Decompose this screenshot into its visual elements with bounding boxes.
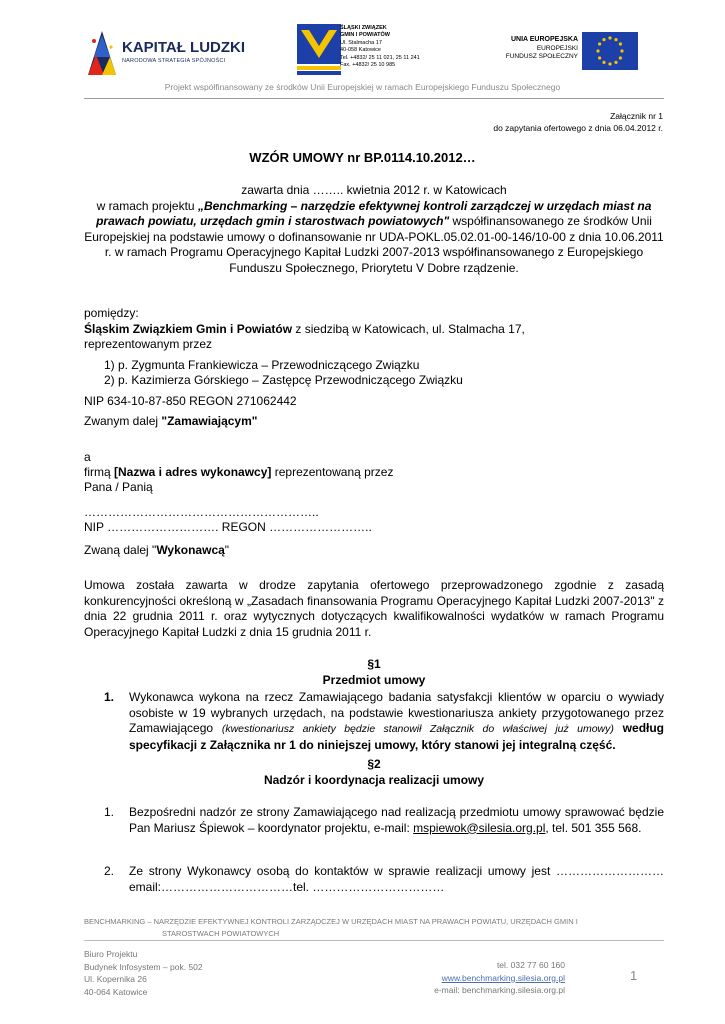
section2-item1 [104, 805, 664, 836]
footer-project-line1: BENCHMARKING – NARZĘDZIE EFEKTYWNEJ KONTROLI ZARZĄDCZEJ W URZĘDACH MIAST NA PRAWACH POWIATU, URZĘDACH GMIN I [84, 917, 578, 926]
logo2-fax: Fax. +4832/ 25 10 985 [340, 62, 396, 69]
section1-item1-text: Wykonawca wykona na rzecz Zamawiającego badania satysfakcji klientów w oparciu o wywiady osobiste w 19 wybranych urzędach, na podstawie kwestionariusza ankiety przygotowanego przez Zamawiającego [129, 690, 664, 736]
party2-nip-regon: NIP ………………………. REGON …………………….. [84, 520, 372, 534]
section1-item1 [104, 690, 664, 753]
firm-pre: firmą [84, 465, 114, 479]
section2-item2-number: 2. [104, 864, 115, 878]
party1-nip-regon: NIP 634-10-87-850 REGON 271062442 [84, 394, 297, 408]
eu-flag-icon [582, 32, 638, 70]
intro-project-name: „Benchmarking – narzędzie efektywnej kontroli zarządczej w urzędach miast na prawach powiatu, urzędach gmin i starostwach powiatowych" [96, 198, 652, 229]
section2-title: Nadzór i koordynacja realizacji umowy [263, 773, 485, 787]
intro-line1: zawarta dnia …….. kwietnia 2012 r. w Katowicach [241, 183, 507, 197]
footer-project [84, 916, 664, 940]
party1 [84, 322, 664, 338]
agreement-paragraph: Umowa została zawarta w drodze zapytania ofertowego przeprowadzonego zgodnie z zasadą konkurencyjności określoną w „Zasadach finansowania Programu Operacyjnego Kapitał Ludzki 2007-2013" z dnia 22 grudnia 2011 r. oraz wytycznych dotyczących kwalifikowalności wydatków w ramach Programu Operacyjnego Kapitał Ludzki z dnia 15 grudnia 2011 r. [84, 578, 664, 639]
party1-address: z siedzibą w Katowicach, ul. Stalmacha 17, [292, 322, 525, 336]
between-label: pomiędzy: [84, 306, 139, 320]
section2-item1-text: Bezpośredni nadzór ze strony Zamawiającego nad realizacją przedmiotu umowy sprawować będzie Pan Mariusz Śpiewok – koordynator projektu, e-mail: [129, 805, 664, 835]
section2-item1-tel: , tel. 501 355 568. [545, 820, 642, 835]
office-line2: Budynek Infosystem – pok. 502 [84, 961, 203, 972]
firm-sir: Pana / Panią [84, 480, 153, 494]
eu-line3: FUNDUSZ SPOŁECZNY [505, 53, 578, 60]
section2-item1-number: 1. [104, 805, 115, 819]
header-divider [84, 98, 664, 99]
firm-post: reprezentowaną przez [271, 465, 394, 479]
office-line1: Biuro Projektu [84, 949, 138, 959]
eu-line2: EUROPEJSKI [536, 45, 578, 52]
office-line4: 40-064 Katowice [84, 986, 148, 997]
attachment-note [493, 110, 663, 134]
eu-line1: UNIA EUROPEJSKA [510, 36, 578, 43]
logo2-tel: Tel. +4832/ 25 11 021, 25 11 241 [340, 54, 420, 61]
logo1-subtitle: NARODOWA STRATEGIA SPÓJNOŚCI [122, 58, 226, 64]
coordinator-email-link[interactable]: mspiewok@silesia.org.pl [413, 820, 546, 835]
footer-www-link[interactable]: www.benchmarking.silesia.org.pl [441, 972, 565, 983]
blank-dots-line: ………………………………………………….. [84, 505, 319, 519]
section1-item1-number: 1. [104, 690, 115, 704]
contractor-post: " [224, 543, 230, 557]
attachment-line1: Załącznik nr 1 [610, 111, 663, 121]
cofinance-note: Projekt współfinansowany ze środków Unii Europejskiej w ramach Europejskiego Funduszu Społecznego [164, 82, 561, 92]
section1-item1-italic: (kwestionariusz ankiety będzie stanowił Załącznik do właściwej już umowy) [221, 723, 614, 736]
called-name: "Zamawiającym" [161, 414, 258, 428]
contractor-name: Wykonawcą [156, 543, 225, 557]
document-title: WZÓR UMOWY nr BP.0114.10.2012… [249, 150, 476, 165]
kapital-ludzki-emblem-icon [84, 27, 120, 77]
slaski-zwiazek-emblem-icon [297, 24, 341, 76]
page-number: 1 [630, 968, 638, 983]
eu-logo [486, 32, 640, 70]
intro-pre: w ramach projektu [96, 198, 198, 213]
footer-tel: tel. 032 77 60 160 [496, 960, 565, 970]
section1-item1-bold: według specyfikacji z Załącznika nr 1 do niniejszej umowy, który stanowi jej integralną część. [129, 721, 665, 752]
logo2-address2: 40-058 Katowice [340, 47, 381, 54]
called-contractor [84, 543, 664, 559]
and-label: a [84, 450, 91, 464]
section1-number: §1 [367, 657, 381, 671]
intro-paragraph [84, 183, 664, 277]
section2-number: §2 [367, 757, 381, 771]
footer-contact [410, 959, 565, 997]
called-pre: Zwanym dalej [84, 414, 162, 428]
called-ordering [84, 414, 664, 430]
attachment-line2: do zapytania ofertowego z dnia 06.04.2012 r. [493, 123, 663, 133]
representative-2: 2) p. Kazimierza Górskiego – Zastępcę Przewodniczącego Związku [104, 373, 463, 387]
logo2-name-line2: GMIN I POWIATÓW [340, 32, 391, 39]
kapital-ludzki-logo [84, 27, 246, 77]
section1-title: Przedmiot umowy [322, 673, 426, 687]
firm-name: [Nazwa i adres wykonawcy] [114, 465, 272, 479]
section2-item2-text: Ze strony Wykonawcy osobą do kontaktów w sprawie realizacji umowy jest ……………………… email:……………………………tel. …………………………… [129, 864, 664, 894]
footer-project-line2: STAROSTWACH POWIATOWYCH [162, 929, 280, 938]
section2-item2 [104, 864, 664, 895]
slaski-zwiazek-contact [340, 25, 420, 69]
represented-label: reprezentowanym przez [84, 337, 213, 351]
logo2-address1: Ul. Stalmacha 17 [340, 39, 382, 46]
party2-firm [84, 465, 664, 481]
logo1-title: KAPITAŁ LUDZKI [122, 39, 246, 56]
intro-body [84, 199, 664, 277]
footer-divider [84, 940, 664, 941]
office-line3: Ul. Kopernika 26 [84, 974, 147, 984]
footer-office [84, 948, 203, 998]
party1-name: Śląskim Związkiem Gmin i Powiatów [84, 322, 293, 336]
logo2-name-line1: ŚLĄSKI ZWIĄZEK [340, 25, 387, 31]
intro-post: współfinansowanego ze środków Unii Europejskiej na podstawie umowy o dofinansowanie nr UDA-POKL.05.02.01-00-146/10-00 z dnia 10.06.2011 r. w ramach Programu Operacyjnego Kapitał Ludzki 2007-2013 współfinansowanego z Europejskiego Funduszu Społecznego, Priorytetu V Dobre rządzenie. [84, 214, 664, 275]
contractor-pre: Zwaną dalej " [84, 543, 157, 557]
footer-email: e-mail: benchmarking.silesia.org.pl [434, 985, 565, 995]
representative-1: 1) p. Zygmunta Frankiewicza – Przewodniczącego Związku [104, 358, 420, 372]
